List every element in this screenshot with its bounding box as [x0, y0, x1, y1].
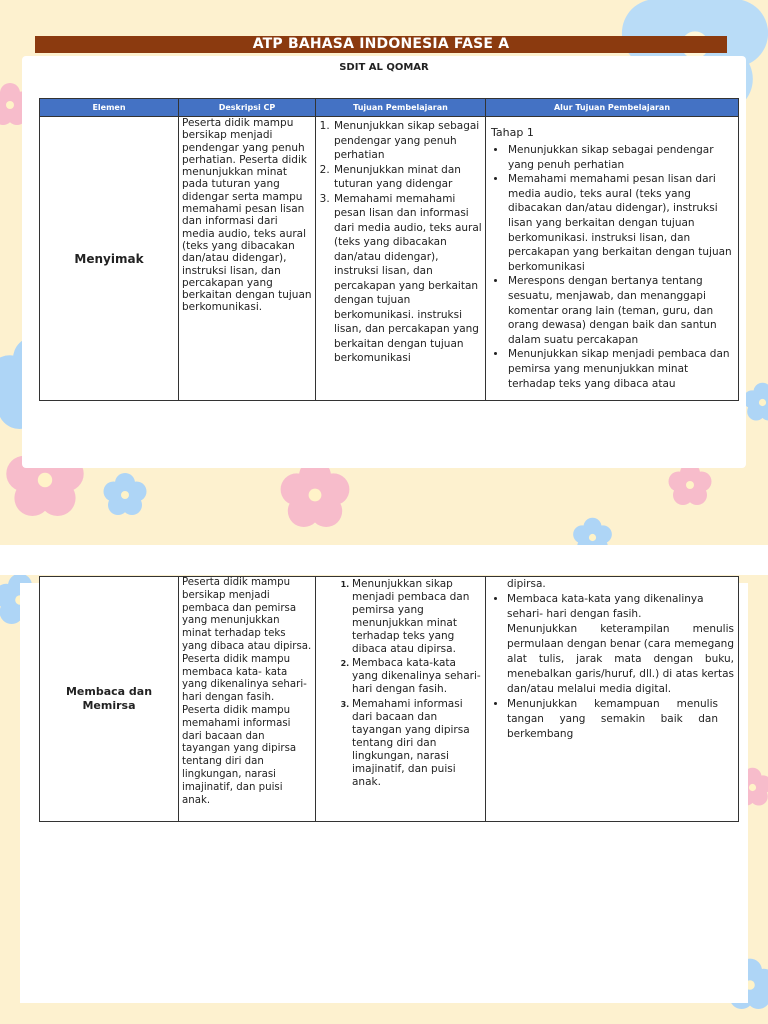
tujuan-list [316, 578, 485, 789]
document-title: ATP BAHASA INDONESIA FASE A [35, 36, 727, 53]
atp-table [39, 98, 739, 401]
list-item: • Menunjukkan kemampuan menulis tangan yang semakin baik dan berkembang [507, 697, 738, 742]
alur-cell [486, 117, 739, 401]
elemen-cell: Menyimak [40, 117, 179, 401]
list-item: 3. Memahami informasi dari bacaan dan tayangan yang dipirsa tentang diri dan lingkungan, narasi imajinatif, dan puisi anak. [352, 698, 485, 788]
alur-list [486, 143, 738, 391]
list-item: 2. Menunjukkan minat dan tuturan yang didengar [333, 163, 485, 192]
list-item: • Memahami memahami pesan lisan dari media audio, teks aural (teks yang dibacakan dan/atau didengar), instruksi lisan yang berkaitan dengan tujuan berkomunikasi. instruksi lisan, dan percakapan yang berkaitan dengan tujuan berkomunikasi [507, 172, 738, 274]
column-header-elemen: Elemen [40, 99, 179, 117]
flower-decoration-icon [570, 515, 615, 545]
alur-stage-label: Tahap 1 [491, 126, 534, 139]
tujuan-list [316, 119, 485, 366]
deskripsi-cell: Peserta didik mampu bersikap menjadi pendengar yang penuh perhatian. Peserta didik menunjukkan minat pada tuturan yang didengar serta mampu memahami pesan lisan dan informasi dari media audio, teks aural (teks yang dibacakan dan/atau didengar), instruksi lisan, dan percakapan yang berkaitan dengan tujuan berkomunikasi. [179, 117, 316, 401]
tujuan-cell [316, 577, 486, 822]
column-header-tujuan: Tujuan Pembelajaran [316, 99, 486, 117]
alur-list [486, 592, 738, 742]
table-row [40, 117, 739, 401]
list-item: 1. Menunjukkan sikap sebagai pendengar yang penuh perhatian [333, 119, 485, 163]
list-item: • Menunjukkan keterampilan menulis permulaan dengan benar (cara memegang alat tulis, jarak mata dengan buku, menebalkan garis/huruf, dll.) di atas kertas dan/atau melalui media digital. [493, 622, 738, 697]
column-header-alur: Alur Tujuan Pembelajaran [486, 99, 739, 117]
list-item: • Menunjukkan sikap menjadi pembaca dan pemirsa yang menunjukkan minat terhadap teks yang dibaca atau [507, 347, 738, 391]
alur-cell [486, 577, 739, 822]
list-item: • Menunjukkan sikap sebagai pendengar yang penuh perhatian [507, 143, 738, 172]
list-item: • Merespons dengan bertanya tentang sesuatu, menjawab, dan menanggapi komentar orang lain (teman, guru, dan orang dewasa) dengan baik dan santun dalam suatu percakapan [507, 274, 738, 347]
alur-continuation: dipirsa. [507, 578, 546, 590]
list-item: 2. Membaca kata-kata yang dikenalinya sehari-hari dengan fasih. [352, 657, 485, 696]
flower-decoration-icon [100, 470, 150, 520]
atp-table-continued [39, 576, 739, 822]
elemen-label: Membaca dan Memirsa [65, 685, 153, 712]
list-item: 1. Menunjukkan sikap menjadi pembaca dan pemirsa yang menunjukkan minat terhadap teks yang dibaca atau dipirsa. [352, 578, 485, 655]
deskripsi-cell: Peserta didik mampu bersikap menjadi pembaca dan pemirsa yang menunjukkan minat terhadap teks yang dibaca atau dipirsa. Peserta didik mampu membaca kata- kata yang dikenalinya sehari-hari dengan fasih. Peserta didik mampu memahami informasi dari bacaan dan tayangan yang dipirsa tentang diri dan lingkungan, narasi imajinatif, dan puisi anak. [179, 577, 316, 822]
list-item: 3. Memahami memahami pesan lisan dan informasi dari media audio, teks aural (teks yang dibacakan dan/atau didengar), instruksi lisan, dan percakapan yang berkaitan dengan tujuan berkomunikasi. instruksi lisan, dan percakapan yang berkaitan dengan tujuan berkomunikasi [333, 192, 485, 366]
table-row [40, 577, 739, 822]
column-header-deskripsi: Deskripsi CP [179, 99, 316, 117]
tujuan-cell [316, 117, 486, 401]
list-item: • Membaca kata-kata yang dikenalinya sehari- hari dengan fasih. [507, 592, 738, 622]
school-name: SDIT AL QOMAR [339, 62, 429, 73]
elemen-cell [40, 577, 179, 822]
